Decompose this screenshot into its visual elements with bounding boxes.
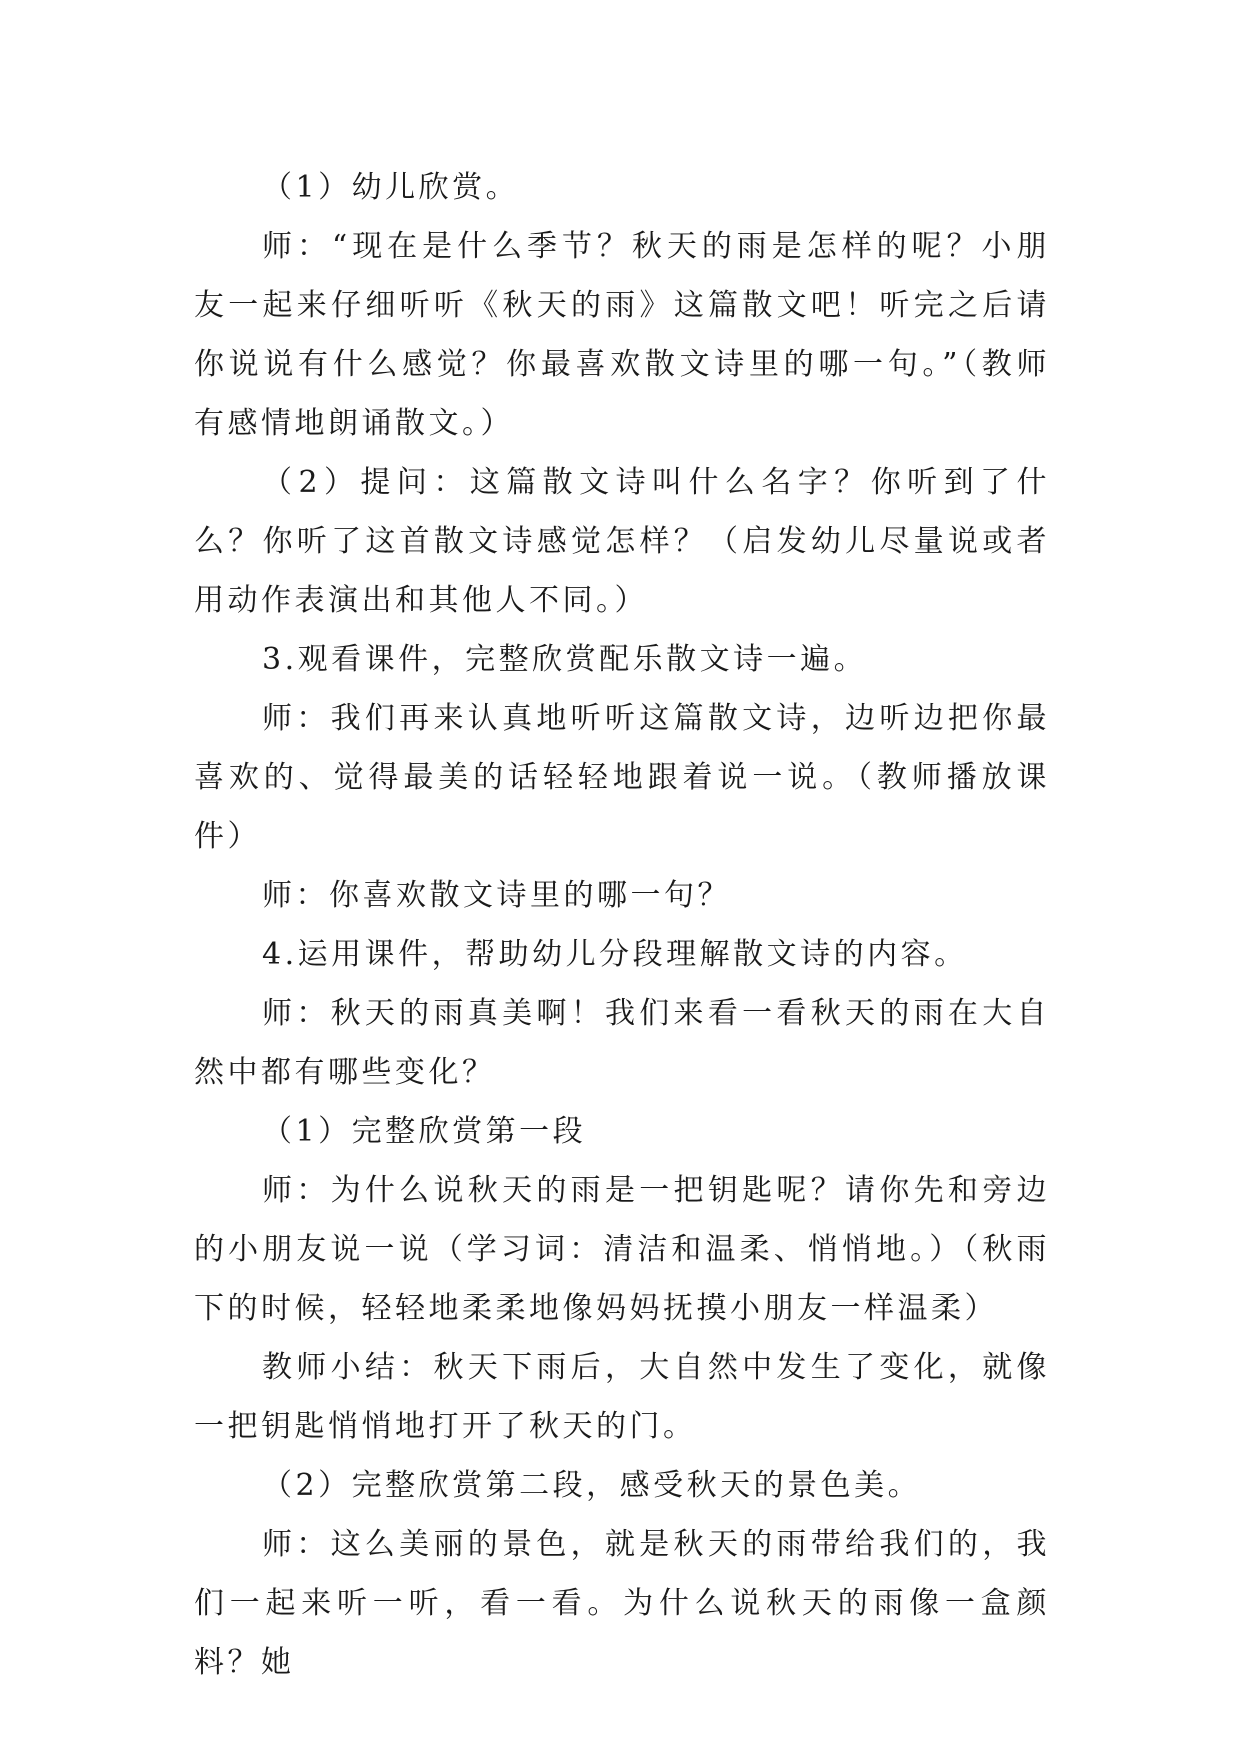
paragraph-teacher-listen-again: 师：我们再来认真地听听这篇散文诗，边听边把你最喜欢的、觉得最美的话轻轻地跟着说一说。（教师播放课件） [194, 701, 1050, 854]
paragraph-teacher-summary: 教师小结：秋天下雨后，大自然中发生了变化，就像一把钥匙悄悄地打开了秋天的门。 [194, 1350, 1050, 1444]
paragraph-step-3: 3.观看课件，完整欣赏配乐散文诗一遍。 [262, 642, 868, 677]
paragraph-teacher-colors: 师：这么美丽的景色，就是秋天的雨带给我们的，我们一起来听一听，看一看。为什么说秋天的雨像一盒颜料？她 [194, 1527, 1050, 1680]
paragraph-section-2-questions: （2）提问：这篇散文诗叫什么名字？你听到了什么？你听了这首散文诗感觉怎样？（启发幼儿尽量说或者用动作表演出和其他人不同。） [194, 465, 1050, 618]
paragraph-step-4: 4.运用课件，帮助幼儿分段理解散文诗的内容。 [262, 937, 968, 972]
paragraph-teacher-key: 师：为什么说秋天的雨是一把钥匙呢？请你先和旁边的小朋友说一说（学习词：清洁和温柔、悄悄地。）（秋雨下的时候，轻轻地柔柔地像妈妈抚摸小朋友一样温柔） [194, 1173, 1050, 1326]
paragraph-section-1: （1）幼儿欣赏。 [262, 170, 520, 205]
document-body [194, 158, 1050, 1692]
paragraph-teacher-changes: 师：秋天的雨真美啊！我们来看一看秋天的雨在大自然中都有哪些变化？ [194, 996, 1050, 1090]
paragraph-section-1-first-part: （1）完整欣赏第一段 [262, 1114, 587, 1149]
paragraph-teacher-favorite-line: 师：你喜欢散文诗里的哪一句？ [262, 878, 731, 913]
paragraph-teacher-question-season: 师：“现在是什么季节？秋天的雨是怎样的呢？小朋友一起来仔细听听《秋天的雨》这篇散文吧！听完之后请你说说有什么感觉？你最喜欢散文诗里的哪一句。”（教师有感情地朗诵散文。） [194, 229, 1050, 441]
paragraph-section-2-second-part: （2）完整欣赏第二段，感受秋天的景色美。 [262, 1468, 922, 1503]
